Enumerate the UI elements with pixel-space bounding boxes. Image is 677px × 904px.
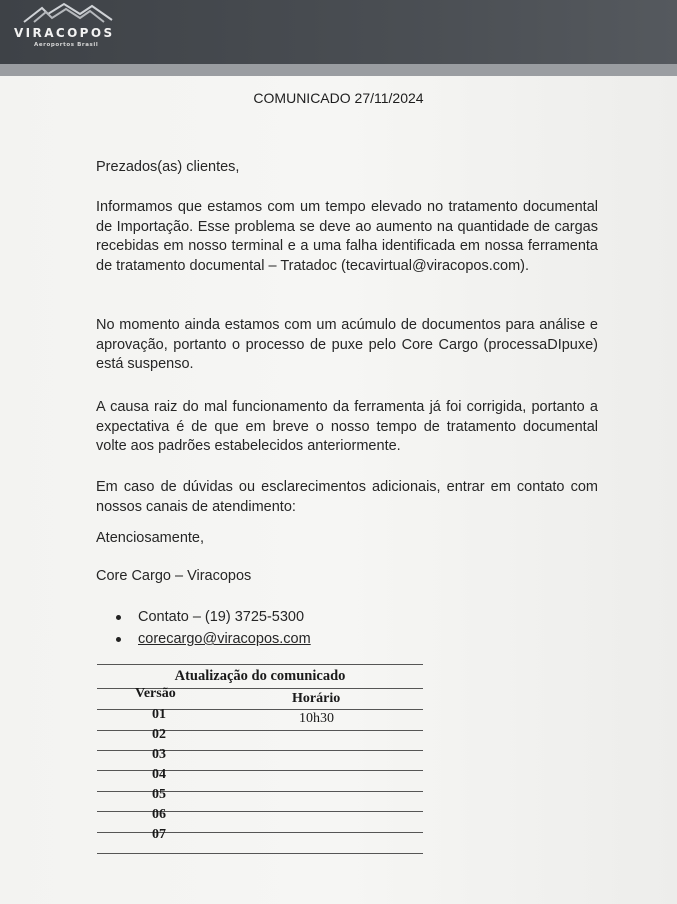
table-rule [97, 832, 423, 833]
greeting: Prezados(as) clientes, [96, 159, 240, 175]
table-row-version: 03 [152, 747, 166, 762]
bullet-icon [116, 615, 121, 620]
document-title: COMUNICADO 27/11/2024 [253, 90, 424, 106]
signature: Core Cargo – Viracopos [96, 568, 252, 584]
contact-phone: Contato – (19) 3725-5300 [116, 606, 311, 628]
viracopos-wave-icon [20, 2, 116, 24]
table-rule [97, 791, 423, 792]
table-rule [97, 664, 423, 665]
table-title: Atualização do comunicado [174, 668, 346, 684]
viracopos-logo [14, 2, 124, 52]
header-strip [0, 64, 677, 76]
contact-email [116, 628, 311, 650]
paragraph-3: A causa raiz do mal funcionamento da ferramenta já foi corrigida, portanto a expectativa é de que em breve o nosso tempo de tratamento documental volte aos padrões estabelecidos anteriormente. [96, 399, 598, 454]
table-rule [97, 750, 423, 751]
paragraph-2: No momento ainda estamos com um acúmulo de documentos para análise e aprovação, portanto o processo de puxe pelo Core Cargo (processaDIpuxe) está suspenso. [96, 317, 598, 372]
bullet-icon [116, 637, 121, 642]
header-bar [0, 0, 677, 68]
table-row-time: 10h30 [299, 711, 334, 726]
table-rule [97, 730, 423, 731]
paragraph-1: Informamos que estamos com um tempo elevado no tratamento documental de Importação. Esse problema se deve ao aumento na quantidade de cargas recebidas em nosso terminal e a uma falha identificada em nossa ferramenta de tratamento documental – Tratadoc (tecavirtual@viracopos.com). [96, 199, 598, 274]
table-row-version: 01 [152, 707, 166, 722]
table-rule [97, 811, 423, 812]
brand-name: VIRACOPOS [14, 26, 115, 40]
update-table [97, 664, 423, 858]
header-time: Horário [292, 691, 341, 706]
contact-list [116, 606, 311, 650]
brand-tagline: Aeroportos Brasil [34, 42, 99, 48]
table-rule [97, 770, 423, 771]
table-rule [97, 709, 423, 710]
table-row-version: 04 [152, 767, 166, 782]
table-row-version: 06 [152, 807, 166, 822]
table-row-version: 02 [152, 727, 166, 742]
closing: Atenciosamente, [96, 530, 205, 546]
table-row-version: 07 [152, 827, 166, 842]
paragraph-4: Em caso de dúvidas ou esclarecimentos adicionais, entrar em contato com nossos canais de atendimento: [96, 479, 598, 515]
table-rule [97, 853, 423, 854]
table-row-version: 05 [152, 787, 166, 802]
email-link[interactable]: corecargo@viracopos.com [138, 631, 311, 647]
header-version: Versão [135, 686, 176, 701]
